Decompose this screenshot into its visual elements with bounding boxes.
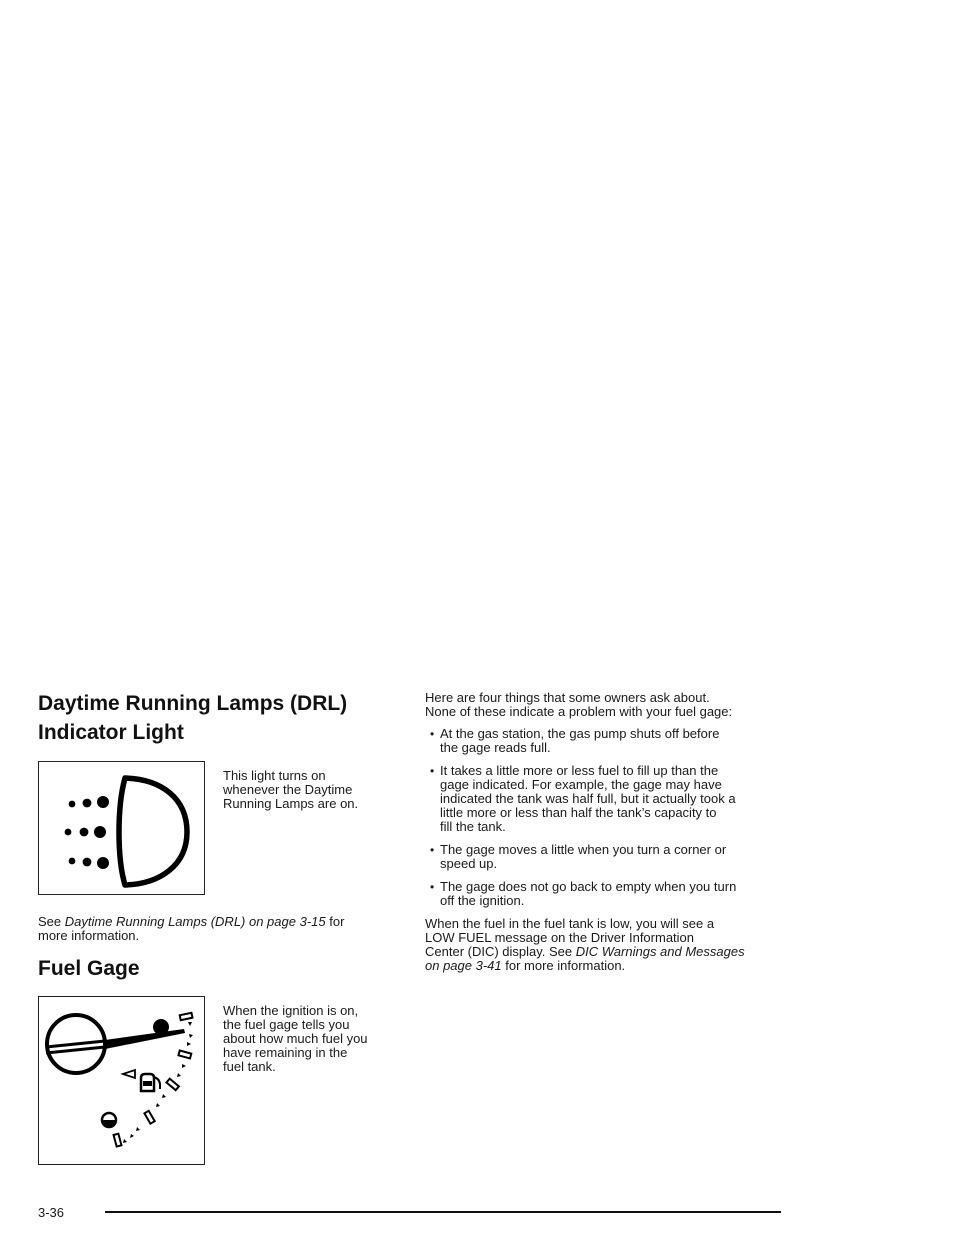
list-item (425, 727, 795, 755)
list-item (425, 880, 795, 908)
bullet-line: the gage reads full. (440, 740, 551, 755)
drl-heading-line2: Indicator Light (38, 721, 184, 744)
drl-page-link[interactable]: Daytime Running Lamps (DRL) on page 3-15 (64, 914, 326, 929)
bullet-line: gage indicated. For example, the gage may have (440, 777, 722, 792)
bullet-line: The gage moves a little when you turn a corner or (440, 842, 727, 857)
intro-line: None of these indicate a problem with your fuel gage: (425, 704, 733, 719)
bullet-icon: • (430, 843, 435, 857)
list-item (425, 764, 795, 834)
bullet-line: little more or less than half the tank’s capacity to (440, 805, 717, 820)
drl-description (223, 769, 358, 811)
bullet-icon: • (430, 880, 435, 894)
drl-heading-line1: Daytime Running Lamps (DRL) (38, 692, 348, 715)
low-fuel-line: Center (DIC) display. See (425, 944, 576, 959)
bullet-line: speed up. (440, 856, 498, 871)
bullet-line: off the ignition. (440, 893, 525, 908)
drl-see-reference (38, 915, 344, 943)
fuel-desc-line: have remaining in the (223, 1045, 348, 1060)
bullet-line: At the gas station, the gas pump shuts off before (440, 726, 720, 741)
intro-line: Here are four things that some owners ask about. (425, 690, 710, 705)
bullet-line: The gage does not go back to empty when you turn (440, 879, 737, 894)
right-column (425, 691, 795, 973)
fuel-desc-line: When the ignition is on, (223, 1003, 359, 1018)
bullet-line: It takes a little more or less fuel to fill up than the (440, 763, 719, 778)
drl-desc-line: Running Lamps are on. (223, 796, 359, 811)
see-prefix: See (38, 914, 65, 929)
bullet-icon: • (430, 727, 435, 741)
fuel-desc-line: fuel tank. (223, 1059, 276, 1074)
footer-rule (105, 1211, 781, 1213)
fuel-desc-line: about how much fuel you (223, 1031, 368, 1046)
drl-indicator-figure (38, 761, 205, 895)
watermark: carmanualsonline.info (642, 1224, 780, 1239)
low-fuel-line: When the fuel in the fuel tank is low, you will see a (425, 916, 715, 931)
low-fuel-paragraph (425, 917, 795, 973)
bullet-icon: • (430, 764, 435, 778)
bullet-line: indicated the tank was half full, but it actually took a (440, 791, 736, 806)
low-fuel-line: LOW FUEL message on the Driver Information (425, 930, 695, 945)
headlamp-indicator-icon (39, 762, 203, 893)
fuel-gage-figure (38, 996, 205, 1165)
dic-page-link[interactable]: on page 3-41 (425, 958, 502, 973)
bullet-line: fill the tank. (440, 819, 506, 834)
owner-questions-list (425, 727, 795, 908)
intro-text (425, 691, 795, 719)
fuel-heading: Fuel Gage (38, 957, 140, 980)
drl-desc-line: This light turns on (223, 768, 326, 783)
drl-desc-line: whenever the Daytime (223, 782, 353, 797)
low-fuel-line: for more information. (501, 958, 626, 973)
list-item (425, 843, 795, 871)
fuel-desc-line: the fuel gage tells you (223, 1017, 350, 1032)
page-number: 3-36 (38, 1205, 65, 1220)
fuel-description (223, 1004, 368, 1074)
see-suffix: for (325, 914, 345, 929)
fuel-gage-icon (39, 997, 203, 1163)
dic-page-link[interactable]: DIC Warnings and Messages (575, 944, 745, 959)
see-line2: more information. (38, 928, 140, 943)
